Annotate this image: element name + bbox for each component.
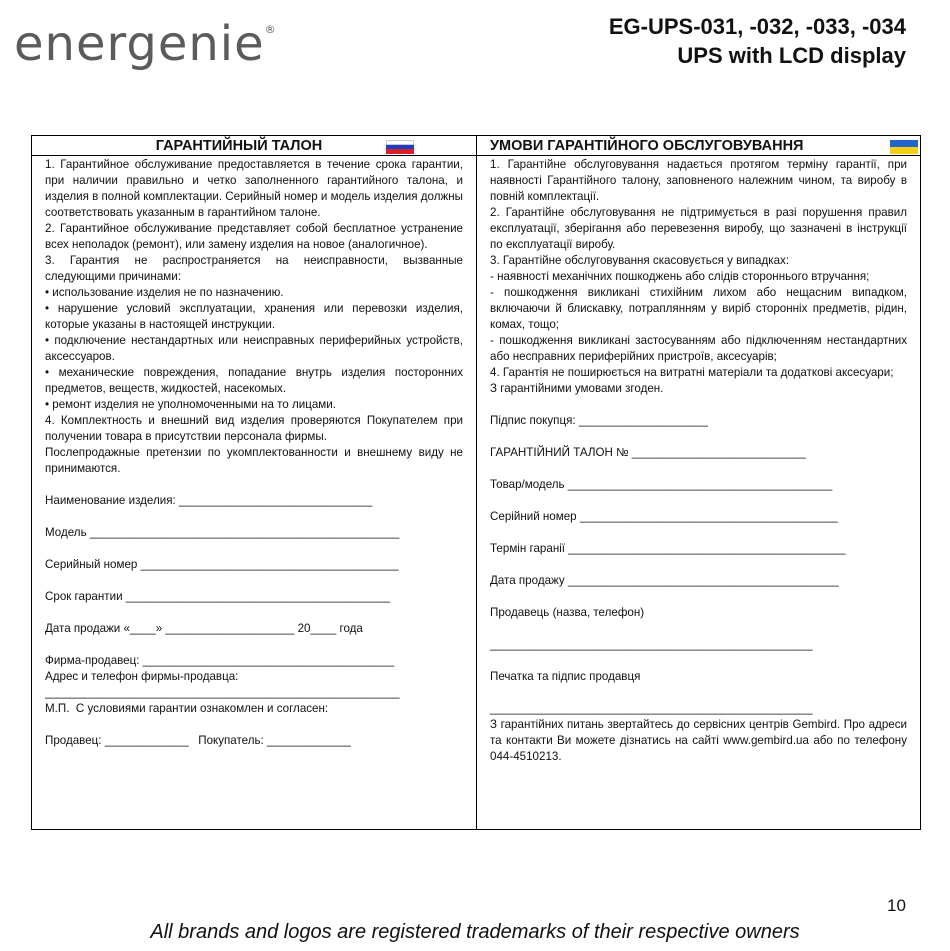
column-body-ua — [477, 156, 920, 765]
form-field-warranty-period: Срок гарантии _________________________________________ — [45, 590, 391, 603]
form-field-seller: Продавець (назва, телефон) — [490, 606, 645, 619]
list-item: • ремонт изделия не уполномоченными на то лицами. — [45, 398, 336, 411]
paragraph: З гарантійними умовами згоден. — [490, 382, 664, 395]
column-title-ru: ГАРАНТИЙНЫЙ ТАЛОН — [155, 138, 323, 154]
form-field-product-name: Наименование изделия: ______________________________ — [45, 494, 373, 507]
list-item: - пошкодження викликані застосуванням або підключенням нестандартних або несправних периферійних пристроїв, аксесуарів; — [490, 334, 907, 363]
list-item: - пошкодження викликані стихійним лихом або нещасним випадком, включаючи й блискавку, потраплянням у виріб сторонніх предметів, рідин, комах, тощо; — [490, 286, 907, 331]
column-header-ru — [32, 136, 476, 156]
list-item: • использование изделия не по назначению. — [45, 286, 284, 299]
list-item: • механические повреждения, попадание внутрь изделия посторонних предметов, веществ, жидкостей, насекомых. — [45, 366, 463, 395]
service-contact-paragraph: З гарантійних питань звертайтесь до сервісних центрів Gembird. Про адреси та контакти Ви можете дізнатись на сайті www.gembird.ua або по телефону 044-4510213. — [490, 718, 907, 763]
warranty-card-ua — [477, 136, 920, 829]
column-body-ru — [32, 156, 476, 749]
form-field-seal-signature: Печатка та підпис продавця — [490, 670, 641, 683]
form-field-serial: Серийный номер ________________________________________ — [45, 558, 399, 571]
form-field-product-model: Товар/модель _________________________________________ — [490, 478, 833, 491]
list-item: - наявності механічних пошкоджень або слідів стороннього втручання; — [490, 270, 870, 283]
paragraph: 3. Гарантия не распространяется на неисправности, вызванные следующими причинами: — [45, 254, 463, 283]
form-field-model: Модель ________________________________________________ — [45, 526, 400, 539]
form-field-buyer-signature: Підпис покупця: ____________________ — [490, 414, 708, 427]
form-field-warranty-card-no: ГАРАНТІЙНИЙ ТАЛОН № ___________________________ — [490, 446, 806, 459]
page-number: 10 — [887, 896, 906, 915]
list-item: • подключение нестандартных или неисправных периферийных устройств, аксессуаров. — [45, 334, 463, 363]
logo-text: energenie — [14, 16, 265, 72]
column-header-ua — [477, 136, 920, 156]
stamp-consent-line: М.П. С условиями гарантии ознакомлен и согласен: — [45, 702, 329, 715]
paragraph: 2. Гарантійне обслуговування не підтримується в разі порушення правил експлуатації, зберігання або перевезення виробу, що зазначені в інструкції по експлуатації виробу. — [490, 206, 907, 251]
model-title: EG-UPS-031, -032, -033, -034 — [608, 14, 906, 39]
form-field-warranty-term: Термін гаранії ___________________________________________ — [490, 542, 846, 555]
paragraph: 2. Гарантийное обслуживание представляет собой бесплатное устранение всех неполадок (ремонт), или замену изделия на новое (аналогичное). — [45, 222, 463, 251]
russia-flag-icon — [386, 140, 414, 154]
form-field-address-line: _______________________________________________________ — [45, 686, 400, 699]
column-title-ua: УМОВИ ГАРАНТІЙНОГО ОБСЛУГОВУВАННЯ — [490, 138, 804, 154]
form-field-seal-line: __________________________________________________ — [490, 702, 813, 715]
ukraine-flag-icon — [890, 140, 918, 154]
form-field-seller-line: __________________________________________________ — [490, 638, 813, 651]
list-item: • нарушение условий эксплуатации, хранения или перевозки изделия, которые указаны в настоящей инструкции. — [45, 302, 463, 331]
paragraph: Послепродажные претензии по укомплектованности и внешнему виду не принимаются. — [45, 446, 463, 475]
paragraph: 4. Гарантія не поширюється на витратні матеріали та додаткові аксесуари; — [490, 366, 894, 379]
form-field-sale-date: Дата продажу __________________________________________ — [490, 574, 839, 587]
energenie-logo — [14, 8, 276, 80]
paragraph: 4. Комплектность и внешний вид изделия проверяются Покупателем при получении товара в присутствии персонала фирмы. — [45, 414, 463, 443]
product-subtitle: UPS with LCD display — [677, 43, 906, 68]
form-field-seller-firm: Фирма-продавец: _______________________________________ — [45, 654, 395, 667]
warranty-table — [31, 135, 921, 830]
trademark-footer: All brands and logos are registered trademarks of their respective owners — [150, 921, 800, 943]
document-header — [609, 12, 906, 70]
signature-line: Продавец: _____________ Покупатель: _____________ — [45, 734, 351, 747]
form-field-sale-date: Дата продажи «____» ____________________ 20____ года — [45, 622, 363, 635]
logo-registered-mark: ® — [264, 23, 277, 36]
paragraph: 1. Гарантійне обслуговування надається протягом терміну гарантії, при наявності Гарантійного талону, заповненого належним чином, та виробу в повній комплектації. — [490, 158, 907, 203]
paragraph: 3. Гарантійне обслуговування скасовується у випадках: — [490, 254, 790, 267]
warranty-card-ru — [32, 136, 477, 829]
form-field-serial-number: Серійний номер ________________________________________ — [490, 510, 838, 523]
form-field-seller-address: Адрес и телефон фирмы-продавца: — [45, 670, 239, 683]
paragraph: 1. Гарантийное обслуживание предоставляется в течение срока гарантии, при наличии правильно и четко заполненного гарантийного талона, и изделия в полной комплектации. Серийный номер и модель изделия должны соответствовать указанным в гарантийном талоне. — [45, 158, 463, 219]
